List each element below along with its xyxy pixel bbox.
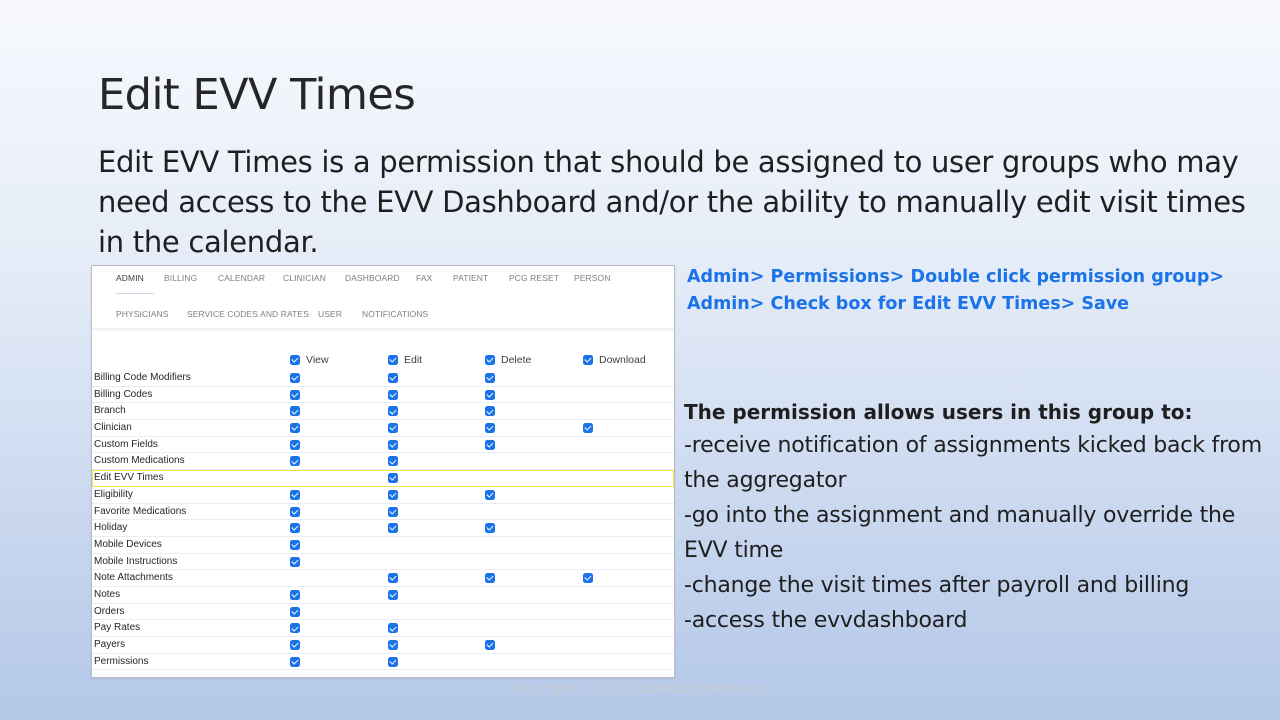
view-checkbox[interactable] xyxy=(290,607,300,617)
tab-clinician[interactable]: CLINICIAN xyxy=(283,273,326,283)
delete-checkbox[interactable] xyxy=(485,390,495,400)
view-checkbox[interactable] xyxy=(290,523,300,533)
view-checkbox[interactable] xyxy=(290,623,300,633)
column-header-download xyxy=(583,354,646,366)
tab-physicians[interactable]: PHYSICIANS xyxy=(116,309,169,319)
column-header-view xyxy=(290,354,329,366)
view-checkbox[interactable] xyxy=(290,540,300,550)
view-checkbox[interactable] xyxy=(290,456,300,466)
tab-pcg-reset[interactable]: PCG RESET xyxy=(509,273,560,283)
download-checkbox[interactable] xyxy=(583,423,593,433)
tab-calendar[interactable]: CALENDAR xyxy=(218,273,266,283)
admin-tabs-row-1 xyxy=(92,266,674,292)
column-label-download: Download xyxy=(599,354,646,366)
permission-name: Permissions xyxy=(94,655,149,667)
table-row[interactable] xyxy=(92,537,674,554)
table-row[interactable] xyxy=(92,637,674,654)
select-all-download-checkbox[interactable] xyxy=(583,355,593,365)
edit-checkbox[interactable] xyxy=(388,390,398,400)
view-checkbox[interactable] xyxy=(290,373,300,383)
delete-checkbox[interactable] xyxy=(485,373,495,383)
table-row[interactable] xyxy=(92,520,674,537)
edit-checkbox[interactable] xyxy=(388,423,398,433)
tab-admin[interactable]: ADMIN xyxy=(116,273,144,283)
permission-item: -go into the assignment and manually override the EVV time xyxy=(684,503,1236,563)
table-row[interactable] xyxy=(92,403,674,420)
table-row[interactable] xyxy=(92,587,674,604)
edit-checkbox[interactable] xyxy=(388,573,398,583)
permission-name: Eligibility xyxy=(94,488,133,500)
permission-heading: The permission allows users in this group to: xyxy=(684,400,1193,424)
delete-checkbox[interactable] xyxy=(485,423,495,433)
permission-name: Custom Fields xyxy=(94,438,158,450)
permission-name: Holiday xyxy=(94,522,128,534)
select-all-edit-checkbox[interactable] xyxy=(388,355,398,365)
view-checkbox[interactable] xyxy=(290,390,300,400)
tab-fax[interactable]: FAX xyxy=(416,273,433,283)
view-checkbox[interactable] xyxy=(290,557,300,567)
table-row[interactable] xyxy=(92,453,674,470)
table-row[interactable] xyxy=(92,470,674,487)
permission-name: Clinician xyxy=(94,422,132,434)
delete-checkbox[interactable] xyxy=(485,573,495,583)
table-row[interactable] xyxy=(92,437,674,454)
edit-checkbox[interactable] xyxy=(388,640,398,650)
permission-name: Pay Rates xyxy=(94,622,141,634)
download-checkbox[interactable] xyxy=(583,573,593,583)
edit-checkbox[interactable] xyxy=(388,657,398,667)
edit-checkbox[interactable] xyxy=(388,590,398,600)
edit-checkbox[interactable] xyxy=(388,456,398,466)
permission-name: Orders xyxy=(94,605,125,617)
tab-user[interactable]: USER xyxy=(318,309,343,319)
table-row[interactable] xyxy=(92,620,674,637)
tab-dashboard[interactable]: DASHBOARD xyxy=(345,273,400,283)
edit-checkbox[interactable] xyxy=(388,507,398,517)
table-row[interactable] xyxy=(92,654,674,671)
select-all-view-checkbox[interactable] xyxy=(290,355,300,365)
delete-checkbox[interactable] xyxy=(485,523,495,533)
permissions-screenshot xyxy=(91,265,675,678)
copyright-footer: Copyright © 2021 CubHubSystems Inc. xyxy=(511,682,769,697)
permission-name: Mobile Instructions xyxy=(94,555,178,567)
table-row[interactable] xyxy=(92,370,674,387)
edit-checkbox[interactable] xyxy=(388,523,398,533)
table-row[interactable] xyxy=(92,387,674,404)
view-checkbox[interactable] xyxy=(290,507,300,517)
edit-checkbox[interactable] xyxy=(388,373,398,383)
permission-name: Edit EVV Times xyxy=(94,472,164,484)
edit-checkbox[interactable] xyxy=(388,623,398,633)
view-checkbox[interactable] xyxy=(290,423,300,433)
column-label-view: View xyxy=(306,354,329,366)
permission-name: Branch xyxy=(94,405,126,417)
column-label-delete: Delete xyxy=(501,354,532,366)
column-header-delete xyxy=(485,354,531,366)
table-row[interactable] xyxy=(92,487,674,504)
permission-name: Note Attachments xyxy=(94,572,173,584)
table-row[interactable] xyxy=(92,504,674,521)
view-checkbox[interactable] xyxy=(290,590,300,600)
slide-title: Edit EVV Times xyxy=(98,70,416,120)
edit-checkbox[interactable] xyxy=(388,473,398,483)
view-checkbox[interactable] xyxy=(290,440,300,450)
tabs-divider xyxy=(92,328,674,332)
table-row[interactable] xyxy=(92,554,674,571)
table-row[interactable] xyxy=(92,604,674,621)
tab-billing[interactable]: BILLING xyxy=(164,273,198,283)
delete-checkbox[interactable] xyxy=(485,640,495,650)
tab-service-codes-and-rates[interactable]: SERVICE CODES AND RATES xyxy=(187,309,309,319)
permission-name: Payers xyxy=(94,639,126,650)
permission-item: -change the visit times after payroll and billing xyxy=(684,573,1190,598)
view-checkbox[interactable] xyxy=(290,640,300,650)
permission-name: Favorite Medications xyxy=(94,505,187,517)
active-tab-indicator xyxy=(116,293,154,294)
permission-name: Billing Codes xyxy=(94,388,153,400)
navigation-path-note: Admin> Permissions> Double click permission group> Admin> Check box for Edit EVV Times> Save xyxy=(687,267,1225,314)
permission-item: -receive notification of assignments kicked back from the aggregator xyxy=(684,433,1262,493)
permission-description xyxy=(684,396,1274,638)
delete-checkbox[interactable] xyxy=(485,406,495,416)
permission-name: Mobile Devices xyxy=(94,538,162,550)
tab-patient[interactable]: PATIENT xyxy=(453,273,489,283)
edit-checkbox[interactable] xyxy=(388,440,398,450)
delete-checkbox[interactable] xyxy=(485,490,495,500)
view-checkbox[interactable] xyxy=(290,406,300,416)
view-checkbox[interactable] xyxy=(290,490,300,500)
select-all-delete-checkbox[interactable] xyxy=(485,355,495,365)
permission-name: Notes xyxy=(94,588,121,600)
table-row[interactable] xyxy=(92,570,674,587)
view-checkbox[interactable] xyxy=(290,657,300,667)
tab-notifications[interactable]: NOTIFICATIONS xyxy=(362,309,429,319)
delete-checkbox[interactable] xyxy=(485,440,495,450)
permission-name: Billing Code Modifiers xyxy=(94,372,191,383)
slide-body-text: Edit EVV Times is a permission that should be assigned to user groups who may need access to the EVV Dashboard and/or the ability to manually edit visit times in the calendar. xyxy=(98,145,1246,259)
edit-checkbox[interactable] xyxy=(388,490,398,500)
edit-checkbox[interactable] xyxy=(388,406,398,416)
permission-item: -access the evvdashboard xyxy=(684,608,968,633)
permissions-table xyxy=(92,370,674,670)
table-row[interactable] xyxy=(92,420,674,437)
column-label-edit: Edit xyxy=(404,354,423,366)
tab-person[interactable]: PERSON xyxy=(574,273,611,283)
column-header-edit xyxy=(388,354,422,366)
permission-name: Custom Medications xyxy=(94,455,185,467)
